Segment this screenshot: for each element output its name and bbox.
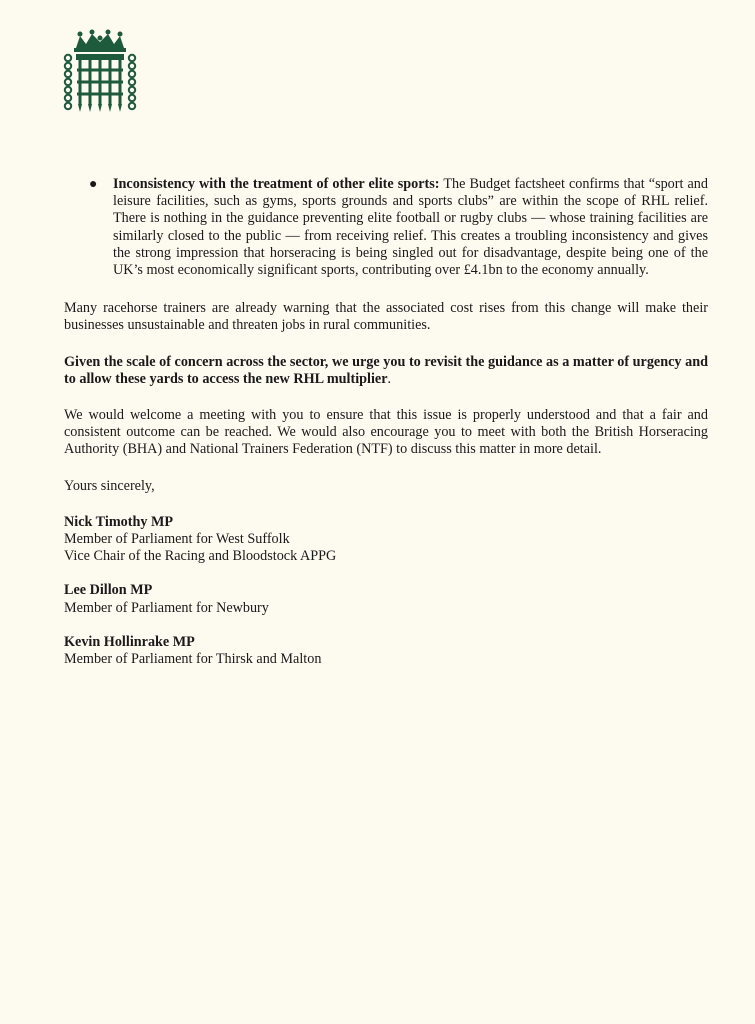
signatory bbox=[64, 514, 708, 566]
signatory-name: Nick Timothy MP bbox=[64, 513, 174, 530]
signatory-role: Member of Parliament for Thirsk and Malton bbox=[64, 651, 322, 668]
signatory-name: Kevin Hollinrake MP bbox=[64, 633, 195, 650]
bullet-body: The Budget factsheet confirms that “sport and leisure facilities, such as gyms, sports grounds and sports clubs” are within the scope of RHL relief. There is nothing in the guidance preventing elite football or rugby clubs — whose training facilities are similarly closed to the public — from receiving relief. This creates a troubling inconsistency and gives the strong impression that horseracing is being singled out for disadvantage, despite being one of the UK’s most economically significant sports, contributing over £4.1bn to the economy annually. bbox=[113, 176, 708, 279]
closing-salutation: Yours sincerely, bbox=[64, 477, 155, 494]
paragraph-meeting: We would welcome a meeting with you to ensure that this issue is properly understood and that a fair and consistent outcome can be reached. We would also encourage you to meet with both the British Horseracing Authority (BHA) and National Trainers Federation (NTF) to discuss this matter in more detail. bbox=[64, 407, 708, 458]
bullet-dot-icon: ● bbox=[89, 177, 98, 192]
urge-bold-text: Given the scale of concern across the sector, we urge you to revisit the guidance as a matter of urgency and to allow these yards to access the new RHL multiplier bbox=[64, 353, 708, 387]
bullet-text bbox=[113, 176, 708, 279]
signatory bbox=[64, 582, 708, 616]
signatory bbox=[64, 634, 708, 668]
signatory-name: Lee Dillon MP bbox=[64, 582, 153, 599]
bullet-heading: Inconsistency with the treatment of other elite sports: bbox=[113, 176, 440, 192]
paragraph-urge bbox=[64, 354, 708, 388]
letter-body bbox=[64, 176, 708, 685]
signatory-role: Member of Parliament for West Suffolk bbox=[64, 531, 290, 548]
signatory-role: Vice Chair of the Racing and Bloodstock APPG bbox=[64, 548, 337, 565]
urge-end: . bbox=[387, 370, 392, 387]
signatory-role: Member of Parliament for Newbury bbox=[64, 599, 269, 616]
portcullis-icon bbox=[62, 28, 138, 114]
bullet-item bbox=[64, 176, 708, 279]
paragraph-cost-rises: Many racehorse trainers are already warning that the associated cost rises from this change will make their businesses unsustainable and threaten jobs in rural communities. bbox=[64, 300, 708, 334]
